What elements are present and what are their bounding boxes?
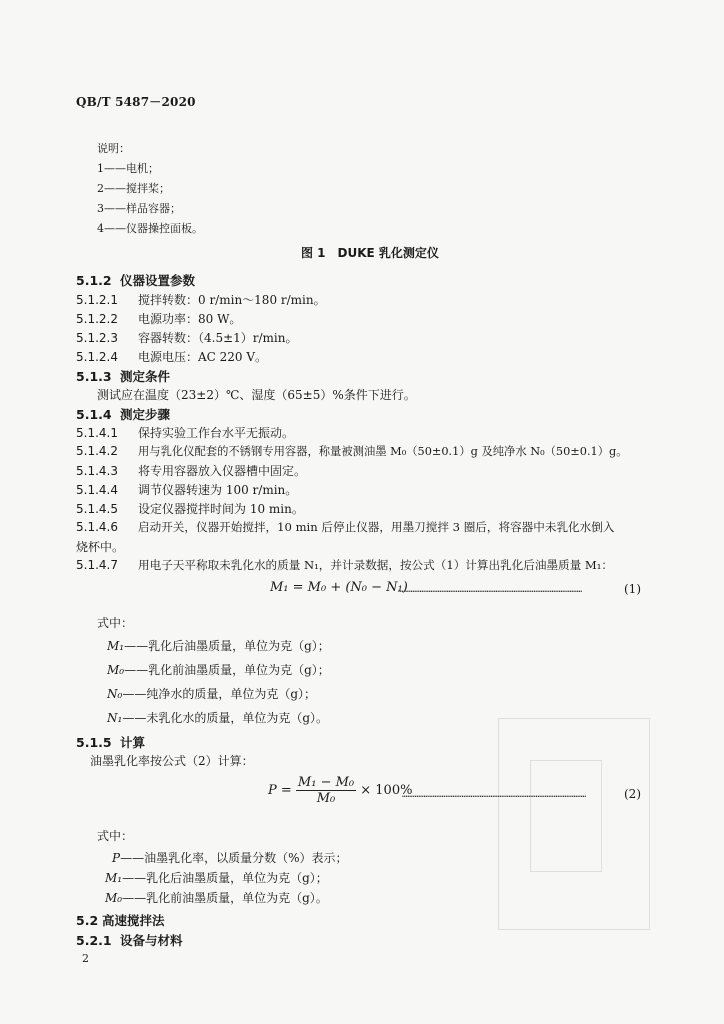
formula-number: (1) (624, 582, 641, 596)
clause-number: 5.1.2.1 (76, 293, 118, 307)
clause-number: 5.1.4.1 (76, 426, 118, 440)
fraction-denominator: M₀ (316, 791, 336, 806)
clause-text: 将专用容器放入仪器槽中固定。 (138, 464, 307, 478)
variable-definition (105, 869, 328, 886)
variable-description: ——乳化后油墨质量，单位为克（g）； (122, 871, 328, 885)
clause-text: 容器转数：（4.5±1）r/min。 (138, 331, 298, 345)
variable-definition (107, 661, 330, 678)
paragraph: 测试应在温度（23±2）℃、湿度（65±5）%条件下进行。 (97, 388, 416, 402)
clause-text: 设定仪器搅拌时间为 10 min。 (138, 502, 304, 516)
clause (76, 500, 304, 517)
section-heading (76, 911, 165, 929)
section-heading (76, 733, 145, 751)
clause-text: 调节仪器转速为 100 r/min。 (138, 483, 298, 497)
clause (76, 443, 628, 459)
legend-title: 说明： (97, 142, 130, 155)
variable-symbol: N₀ (107, 687, 123, 701)
formula-1: M₁ = M₀ + (N₀ − N₁) (270, 580, 408, 595)
clause-number: 5.1.4.6 (76, 520, 118, 534)
where-intro: 式中： (97, 616, 134, 630)
variable-symbol: M₀ (107, 663, 125, 677)
variable-symbol: M₁ (105, 871, 123, 885)
legend-item: 2——搅拌桨； (97, 182, 170, 195)
clause (76, 348, 267, 365)
section-title: 测定步骤 (120, 407, 171, 422)
section-heading (76, 405, 170, 423)
formula-leader-dots: ………………………………………………………………………………………… (398, 585, 583, 595)
variable-definition (107, 685, 316, 702)
clause-text: 用与乳化仪配套的不锈钢专用容器，称量被测油墨 M₀（50±0.1）g 及纯净水 N₀（50±0.1）g。 (138, 445, 628, 458)
section-heading (76, 271, 195, 289)
clause-number: 5.1.2.2 (76, 312, 118, 326)
formula-number: (2) (624, 787, 641, 801)
paragraph: 油墨乳化率按公式（2）计算： (90, 754, 254, 768)
clause-number: 5.1.4.5 (76, 502, 118, 516)
clause-number: 5.1.2.4 (76, 350, 118, 364)
section-number: 5.2.1 (76, 933, 112, 948)
variable-symbol: P (112, 851, 121, 865)
clause (76, 462, 306, 479)
variable-symbol: N₁ (107, 711, 123, 725)
section-title: 设备与材料 (120, 933, 183, 948)
variable-description: ——纯净水的质量，单位为克（g）； (122, 687, 316, 701)
clause-number: 5.1.4.4 (76, 483, 118, 497)
bleed-through-figure (530, 760, 602, 872)
variable-description: ——乳化后油墨质量，单位为克（g）； (124, 639, 330, 653)
variable-definition (105, 889, 328, 906)
variable-description: ——未乳化水的质量，单位为克（g）。 (122, 711, 328, 725)
where-intro: 式中： (97, 829, 134, 843)
clause-text: 电源功率：80 W。 (138, 312, 242, 326)
section-heading (76, 931, 183, 949)
clause-text: 用电子天平称取未乳化水的质量 N₁，并计录数据，按公式（1）计算出乳化后油墨质量 M₁： (138, 558, 614, 572)
variable-symbol: M₀ (105, 891, 123, 905)
section-heading (76, 367, 170, 385)
variable-definition (107, 709, 328, 726)
clause (76, 519, 614, 535)
clause-text: 电源电压：AC 220 V。 (138, 350, 268, 364)
formula-lhs: P = (268, 783, 292, 798)
clause-number: 5.1.2.3 (76, 331, 118, 345)
clause (76, 310, 241, 327)
formula-leader-dots: ………………………………………………………………………………………… (402, 790, 587, 800)
section-title: 计算 (120, 735, 146, 750)
section-number: 5.1.3 (76, 369, 112, 384)
formula-rhs: × 100% (360, 783, 413, 798)
clause-text: 保持实验工作台水平无振动。 (138, 426, 295, 440)
clause (76, 424, 294, 441)
bleed-through-text (440, 140, 446, 161)
section-number: 5.1.5 (76, 735, 112, 750)
section-title: 高速搅拌法 (102, 913, 165, 928)
variable-description: ——乳化前油墨质量，单位为克（g）。 (122, 891, 328, 905)
clause-text: 搅拌转数：0 r/min～180 r/min。 (138, 293, 326, 307)
legend-item: 3——样品容器； (97, 202, 181, 215)
clause-number: 5.1.4.2 (76, 444, 118, 458)
section-title: 仪器设置参数 (120, 273, 196, 288)
clause-continuation: 烧杯中。 (76, 540, 125, 554)
figure-caption: 图 1 DUKE 乳化测定仪 (301, 246, 439, 260)
clause (76, 481, 297, 498)
legend-item: 4——仪器操控面板。 (97, 222, 203, 235)
clause (76, 291, 326, 308)
variable-description: ——乳化前油墨质量，单位为克（g）； (124, 663, 330, 677)
section-number: 5.1.2 (76, 273, 112, 288)
variable-description: ——油墨乳化率，以质量分数（%）表示； (120, 851, 348, 865)
legend-item: 1——电机； (97, 162, 159, 175)
clause-number: 5.1.4.3 (76, 464, 118, 478)
clause-text: 启动开关，仪器开始搅拌，10 min 后停止仪器，用墨刀搅拌 3 圈后，将容器中未乳化水倒入 (138, 520, 615, 534)
fraction-numerator: M₁ − M₀ (297, 775, 355, 790)
clause-number: 5.1.4.7 (76, 558, 118, 572)
clause (76, 329, 298, 346)
formula-2 (268, 775, 412, 806)
clause (76, 557, 613, 573)
variable-definition (112, 849, 347, 866)
formula-fraction (296, 775, 356, 806)
standard-number: QB/T 5487－2020 (76, 95, 196, 109)
variable-definition (107, 637, 330, 654)
section-title: 测定条件 (120, 369, 171, 384)
section-number: 5.2 (76, 913, 99, 928)
variable-symbol: M₁ (107, 639, 125, 653)
page-number: 2 (82, 952, 89, 965)
section-number: 5.1.4 (76, 407, 112, 422)
